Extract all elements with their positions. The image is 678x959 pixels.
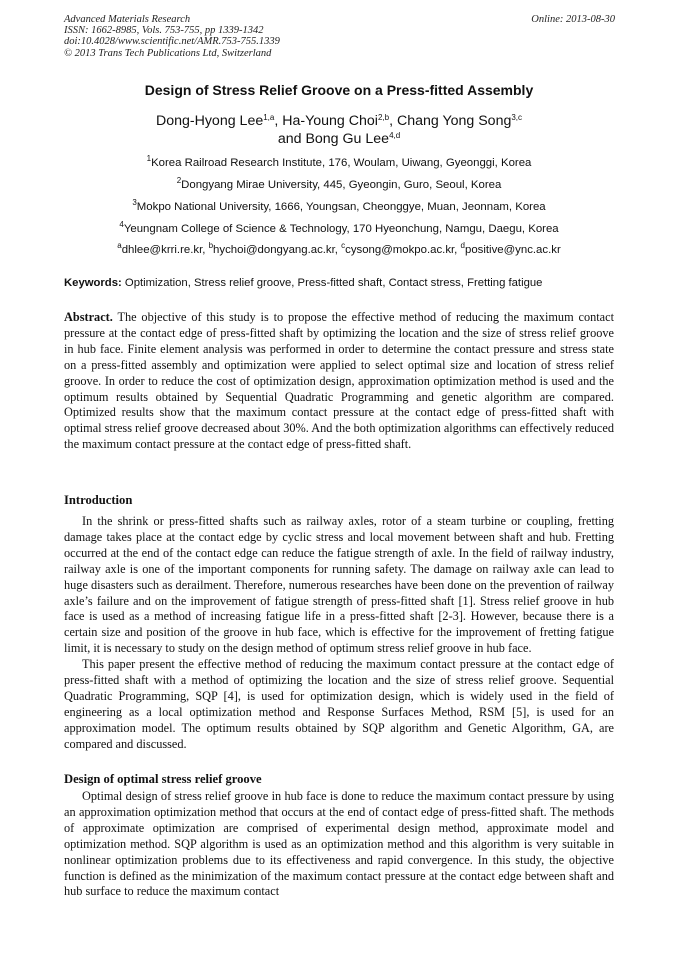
keywords-label: Keywords: xyxy=(64,277,122,289)
affiliation-1 xyxy=(0,154,678,169)
author-sup: 2,b xyxy=(377,113,390,122)
design-body xyxy=(64,789,614,900)
affiliation-text: Yeungnam College of Science & Technology, 170 Hyeonchung, Namgu, Daegu, Korea xyxy=(123,223,559,235)
email-text: dhlee@krri.re.kr, xyxy=(121,244,209,256)
paper-title: Design of Stress Relief Groove on a Press-fitted Assembly xyxy=(144,82,534,98)
email-text: cysong@mokpo.ac.kr, xyxy=(345,244,461,256)
email-text: positive@ync.ac.kr xyxy=(464,244,561,256)
introduction-paragraph: In the shrink or press-fitted shafts such as railway axles, rotor of a steam turbine or coupling, fretting damage takes place at the contact edge by cyclic stress and local movement between shaft and hub. Fretting occurred at the end of the contact edge can reduce the fatigue strength of axle. In the field of railway industry, railway axle is one of the important components for running safety. The damage on railway axle can lead to huge disasters such as derailment. Therefore, numerous researches have been done on the prevention of railway axle’s failure and on the improvement of fatigue strength of press-fitted shaft [1]. Stress relief groove in hub face is used as a method of increasing fatigue life in a press-fitted shaft [2-3]. However, because there is a certain size and position of the groove in hub face, which is effective for the improvement of fretting fatigue limit, it is necessary to study on the design method of optimum stress relief groove in hub face. xyxy=(64,514,614,656)
introduction-heading: Introduction xyxy=(64,493,133,507)
author-name: Bong Gu Lee xyxy=(305,131,390,147)
abstract-label: Abstract. xyxy=(64,310,113,324)
author-line-2 xyxy=(0,130,678,148)
design-paragraph: Optimal design of stress relief groove in hub face is done to reduce the maximum contact pressure by using an approximation optimization method that occurs at the end of contact edge of press-fitted shaft. The methods of approximate optimization are comprised of experimental design method, approximate model and optimization method. SQP algorithm is used as an optimization method and this algorithm is very suitable in nonlinear optimization problems due to its effectiveness and rapid convergence. In this study, the objective function is defined as the minimization of the maximum contact pressure at the contact edge between shaft and hub surface to reduce the maximum contact xyxy=(64,789,614,899)
affiliation-text: Mokpo National University, 1666, Youngsan, Cheonggye, Muan, Jeonnam, Korea xyxy=(136,201,546,213)
affiliation-text: Dongyang Mirae University, 445, Gyeongin, Guro, Seoul, Korea xyxy=(181,179,502,191)
design-heading: Design of optimal stress relief groove xyxy=(64,772,262,786)
email-sup: c xyxy=(341,241,346,250)
journal-name: Advanced Materials Research xyxy=(64,14,191,25)
affiliation-sup: 4 xyxy=(119,220,124,229)
introduction-body xyxy=(64,514,614,753)
author-name: Chang Yong Song xyxy=(396,113,512,129)
email-sup: b xyxy=(208,241,214,250)
email-text: hychoi@dongyang.ac.kr, xyxy=(213,244,342,256)
email-sup: d xyxy=(460,241,465,250)
affiliation-3 xyxy=(0,198,678,213)
author-separator: , xyxy=(274,113,283,129)
affiliation-sup: 2 xyxy=(176,176,182,185)
copyright-line: © 2013 Trans Tech Publications Ltd, Switzerland xyxy=(64,47,272,59)
email-line xyxy=(0,241,678,256)
affiliation-text: Korea Railroad Research Institute, 176, Woulam, Uiwang, Gyeonggi, Korea xyxy=(151,157,532,169)
author-separator: and xyxy=(277,131,306,147)
affiliation-4 xyxy=(0,220,678,235)
author-sup: 1,a xyxy=(263,113,275,122)
keywords-text: Optimization, Stress relief groove, Press-fitted shaft, Contact stress, Fretting fatigue xyxy=(121,277,543,289)
affiliation-sup: 3 xyxy=(132,198,137,207)
issn-line: ISSN: 1662-8985, Vols. 753-755, pp 1339-1342 xyxy=(64,25,264,37)
abstract-text: The objective of this study is to propose the effective method of reducing the maximum contact pressure at the contact edge of press-fitted shaft by optimizing the location and the size of stress relief groove in hub face. Finite element analysis was performed in order to determine the contact pressure and stress state on a press-fitted assembly and optimization were applied to select optimal size and location of stress relief groove. In order to reduce the cost of optimization design, approximation optimization method is used and the optimum results obtained by Sequential Quadratic Programming and genetic algorithm are compared. Optimized results show that the maximum contact pressure at the contact edge of press-fitted shaft with optimal stress relief groove decreased about 30%. And the both optimization algorithms can effectively reduced the maximum contact pressure at the contact edge of press-fitted shaft. xyxy=(64,310,614,452)
abstract xyxy=(64,310,614,453)
author-line-1 xyxy=(0,112,678,130)
author-sup: 3,c xyxy=(511,113,523,122)
affiliation-sup: 1 xyxy=(146,154,152,163)
author-separator: , xyxy=(389,113,397,129)
author-name: Dong-Hyong Lee xyxy=(155,113,264,129)
author-sup: 4,d xyxy=(389,131,401,140)
online-date: Online: 2013-08-30 xyxy=(531,14,615,25)
email-sup: a xyxy=(117,241,122,250)
affiliation-2 xyxy=(0,176,678,191)
author-name: Ha-Young Choi xyxy=(282,113,378,129)
introduction-paragraph: This paper present the effective method of reducing the maximum contact pressure at the contact edge of press-fitted shaft with a method of optimizing the location and the size of stress relief groove. Sequential Quadratic Programming, SQP [4], is used for optimization design, which is widely used in the field of engineering as a local optimization method and Response Surfaces Method, RSM [5], is used for an approximation model. The optimum results obtained by SQP algorithm and Genetic Algorithm, GA, are compared and discussed. xyxy=(64,657,614,751)
journal-header xyxy=(64,14,280,59)
keywords xyxy=(64,277,624,289)
doi-line: doi:10.4028/www.scientific.net/AMR.753-755.1339 xyxy=(64,36,280,48)
